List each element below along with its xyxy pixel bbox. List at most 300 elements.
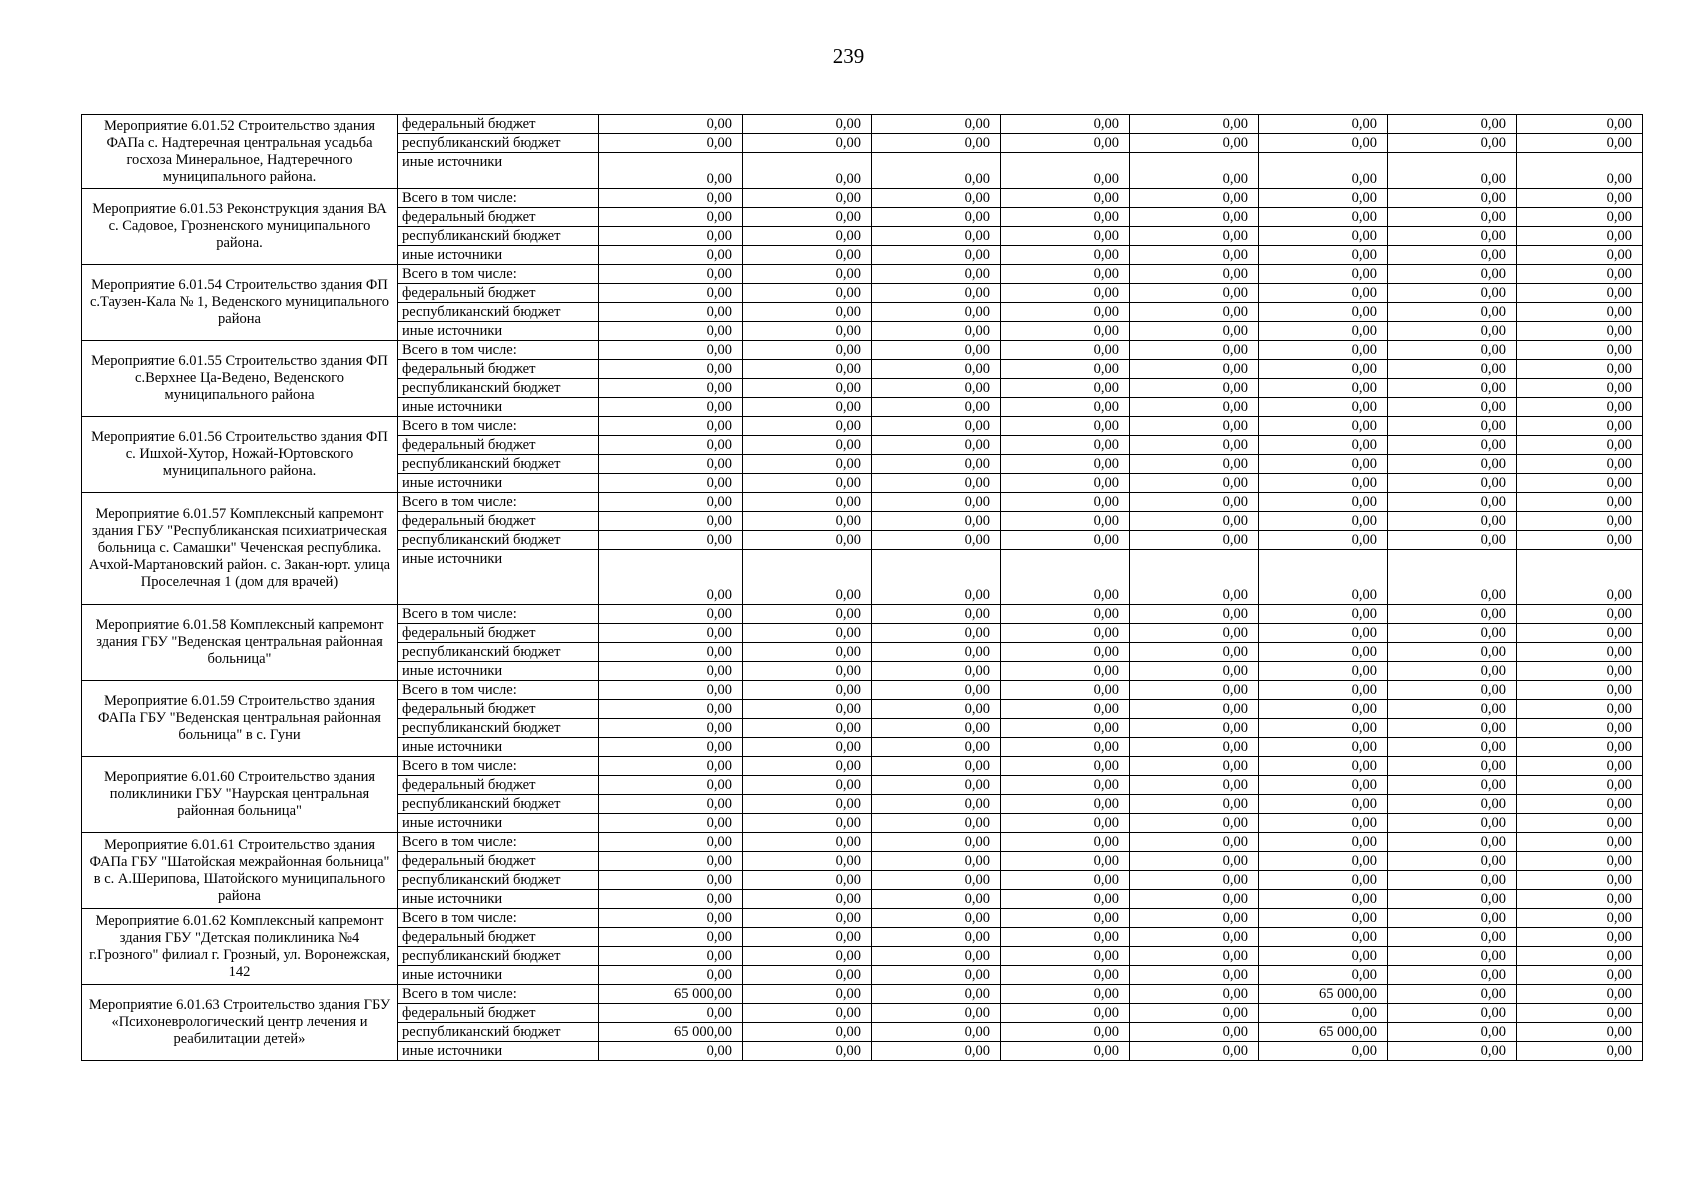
amount-cell: 0,00 xyxy=(1001,474,1130,493)
amount-cell: 0,00 xyxy=(599,398,743,417)
amount-cell: 0,00 xyxy=(872,493,1001,512)
amount-cell: 0,00 xyxy=(599,455,743,474)
amount-cell: 0,00 xyxy=(1388,303,1517,322)
amount-cell: 0,00 xyxy=(599,738,743,757)
amount-cell: 0,00 xyxy=(743,985,872,1004)
table-row xyxy=(82,493,1643,512)
amount-cell: 0,00 xyxy=(1130,795,1259,814)
funding-source: Всего в том числе: xyxy=(398,189,599,208)
amount-cell: 0,00 xyxy=(743,719,872,738)
amount-cell: 0,00 xyxy=(1517,966,1643,985)
amount-cell: 0,00 xyxy=(1388,153,1517,189)
amount-cell: 0,00 xyxy=(1130,814,1259,833)
amount-cell: 0,00 xyxy=(872,474,1001,493)
amount-cell: 0,00 xyxy=(1130,662,1259,681)
funding-source: иные источники xyxy=(398,474,599,493)
amount-cell: 0,00 xyxy=(743,909,872,928)
amount-cell: 0,00 xyxy=(1259,153,1388,189)
amount-cell: 0,00 xyxy=(1130,852,1259,871)
amount-cell: 0,00 xyxy=(1517,1042,1643,1061)
amount-cell: 0,00 xyxy=(1001,985,1130,1004)
budget-table xyxy=(81,114,1643,1061)
amount-cell: 0,00 xyxy=(872,208,1001,227)
amount-cell: 0,00 xyxy=(1388,947,1517,966)
amount-cell: 0,00 xyxy=(1001,833,1130,852)
amount-cell: 0,00 xyxy=(1517,246,1643,265)
amount-cell: 0,00 xyxy=(1001,531,1130,550)
amount-cell: 0,00 xyxy=(743,871,872,890)
amount-cell: 0,00 xyxy=(743,246,872,265)
amount-cell: 0,00 xyxy=(1517,662,1643,681)
amount-cell: 0,00 xyxy=(599,700,743,719)
amount-cell: 0,00 xyxy=(1388,909,1517,928)
amount-cell: 0,00 xyxy=(1259,947,1388,966)
amount-cell: 0,00 xyxy=(743,700,872,719)
amount-cell: 0,00 xyxy=(743,833,872,852)
amount-cell: 0,00 xyxy=(599,474,743,493)
amount-cell: 0,00 xyxy=(872,966,1001,985)
amount-cell: 0,00 xyxy=(1001,757,1130,776)
amount-cell: 0,00 xyxy=(1001,719,1130,738)
amount-cell: 0,00 xyxy=(1130,115,1259,134)
amount-cell: 0,00 xyxy=(1130,947,1259,966)
amount-cell: 0,00 xyxy=(872,909,1001,928)
amount-cell: 0,00 xyxy=(743,662,872,681)
funding-source: иные источники xyxy=(398,550,599,605)
funding-source: Всего в том числе: xyxy=(398,681,599,700)
amount-cell: 0,00 xyxy=(872,624,1001,643)
amount-cell: 0,00 xyxy=(743,284,872,303)
amount-cell: 0,00 xyxy=(743,265,872,284)
amount-cell: 0,00 xyxy=(1259,681,1388,700)
amount-cell: 0,00 xyxy=(743,776,872,795)
amount-cell: 0,00 xyxy=(1130,417,1259,436)
amount-cell: 0,00 xyxy=(1001,284,1130,303)
amount-cell: 0,00 xyxy=(1517,417,1643,436)
amount-cell: 0,00 xyxy=(872,531,1001,550)
amount-cell: 0,00 xyxy=(1130,436,1259,455)
amount-cell: 0,00 xyxy=(1388,890,1517,909)
amount-cell: 0,00 xyxy=(1517,833,1643,852)
funding-source: федеральный бюджет xyxy=(398,436,599,455)
amount-cell: 0,00 xyxy=(1259,852,1388,871)
amount-cell: 0,00 xyxy=(743,398,872,417)
amount-cell: 0,00 xyxy=(1259,322,1388,341)
amount-cell: 0,00 xyxy=(599,719,743,738)
amount-cell: 0,00 xyxy=(872,284,1001,303)
amount-cell: 0,00 xyxy=(872,662,1001,681)
amount-cell: 0,00 xyxy=(743,550,872,605)
amount-cell: 0,00 xyxy=(1388,227,1517,246)
amount-cell: 0,00 xyxy=(743,436,872,455)
amount-cell: 0,00 xyxy=(872,189,1001,208)
amount-cell: 0,00 xyxy=(1259,455,1388,474)
amount-cell: 0,00 xyxy=(1259,284,1388,303)
amount-cell: 0,00 xyxy=(1388,360,1517,379)
amount-cell: 0,00 xyxy=(1259,246,1388,265)
funding-source: Всего в том числе: xyxy=(398,265,599,284)
measure-title: Мероприятие 6.01.52 Строительство здания ФАПа с. Надтеречная центральная усадьба госхоза Минеральное, Надтеречного муниципального района. xyxy=(82,115,398,189)
amount-cell: 0,00 xyxy=(1259,738,1388,757)
amount-cell: 0,00 xyxy=(872,795,1001,814)
amount-cell: 0,00 xyxy=(1388,738,1517,757)
amount-cell: 0,00 xyxy=(599,890,743,909)
amount-cell: 0,00 xyxy=(1388,265,1517,284)
amount-cell: 0,00 xyxy=(743,681,872,700)
amount-cell: 0,00 xyxy=(599,153,743,189)
amount-cell: 0,00 xyxy=(599,417,743,436)
amount-cell: 0,00 xyxy=(872,379,1001,398)
amount-cell: 0,00 xyxy=(1130,360,1259,379)
amount-cell: 0,00 xyxy=(1001,153,1130,189)
funding-source: республиканский бюджет xyxy=(398,455,599,474)
amount-cell: 0,00 xyxy=(1259,474,1388,493)
amount-cell: 0,00 xyxy=(743,153,872,189)
amount-cell: 0,00 xyxy=(599,341,743,360)
amount-cell: 0,00 xyxy=(599,1004,743,1023)
funding-source: иные источники xyxy=(398,322,599,341)
amount-cell: 0,00 xyxy=(1388,795,1517,814)
amount-cell: 0,00 xyxy=(1259,531,1388,550)
amount-cell: 0,00 xyxy=(1388,662,1517,681)
amount-cell: 0,00 xyxy=(1130,284,1259,303)
amount-cell: 0,00 xyxy=(1130,379,1259,398)
amount-cell: 0,00 xyxy=(1517,436,1643,455)
amount-cell: 0,00 xyxy=(599,833,743,852)
amount-cell: 0,00 xyxy=(1001,417,1130,436)
amount-cell: 0,00 xyxy=(1130,1023,1259,1042)
amount-cell: 0,00 xyxy=(1388,512,1517,531)
amount-cell: 0,00 xyxy=(1130,246,1259,265)
amount-cell: 0,00 xyxy=(1130,681,1259,700)
amount-cell: 0,00 xyxy=(599,909,743,928)
amount-cell: 0,00 xyxy=(1259,1042,1388,1061)
amount-cell: 0,00 xyxy=(743,531,872,550)
page-number: 239 xyxy=(832,44,865,68)
amount-cell: 0,00 xyxy=(872,1042,1001,1061)
amount-cell: 0,00 xyxy=(872,1023,1001,1042)
amount-cell: 0,00 xyxy=(1259,265,1388,284)
amount-cell: 0,00 xyxy=(1259,398,1388,417)
funding-source: федеральный бюджет xyxy=(398,208,599,227)
amount-cell: 0,00 xyxy=(1388,455,1517,474)
amount-cell: 0,00 xyxy=(743,928,872,947)
amount-cell: 0,00 xyxy=(1259,928,1388,947)
amount-cell: 0,00 xyxy=(1259,512,1388,531)
amount-cell: 0,00 xyxy=(599,208,743,227)
funding-source: иные источники xyxy=(398,814,599,833)
amount-cell: 0,00 xyxy=(1259,719,1388,738)
amount-cell: 0,00 xyxy=(743,1004,872,1023)
amount-cell: 0,00 xyxy=(1388,341,1517,360)
funding-source: республиканский бюджет xyxy=(398,303,599,322)
amount-cell: 0,00 xyxy=(1517,227,1643,246)
amount-cell: 0,00 xyxy=(1259,871,1388,890)
amount-cell: 0,00 xyxy=(1130,833,1259,852)
amount-cell: 0,00 xyxy=(1517,474,1643,493)
funding-source: федеральный бюджет xyxy=(398,284,599,303)
amount-cell: 0,00 xyxy=(1517,134,1643,153)
amount-cell: 0,00 xyxy=(599,265,743,284)
amount-cell: 0,00 xyxy=(1517,700,1643,719)
amount-cell: 0,00 xyxy=(1130,700,1259,719)
amount-cell: 0,00 xyxy=(599,115,743,134)
amount-cell: 0,00 xyxy=(1130,474,1259,493)
funding-source: республиканский бюджет xyxy=(398,379,599,398)
amount-cell: 0,00 xyxy=(1517,493,1643,512)
amount-cell: 0,00 xyxy=(1259,134,1388,153)
measure-title: Мероприятие 6.01.53 Реконструкция здания ВА с. Садовое, Грозненского муниципального района. xyxy=(82,189,398,265)
funding-source: иные источники xyxy=(398,890,599,909)
amount-cell: 0,00 xyxy=(872,605,1001,624)
amount-cell: 0,00 xyxy=(1517,624,1643,643)
amount-cell: 0,00 xyxy=(743,643,872,662)
amount-cell: 0,00 xyxy=(1001,322,1130,341)
amount-cell: 0,00 xyxy=(1130,227,1259,246)
amount-cell: 0,00 xyxy=(1130,322,1259,341)
amount-cell: 0,00 xyxy=(743,757,872,776)
amount-cell: 0,00 xyxy=(1388,643,1517,662)
amount-cell: 0,00 xyxy=(1517,871,1643,890)
amount-cell: 0,00 xyxy=(1388,398,1517,417)
amount-cell: 0,00 xyxy=(599,493,743,512)
amount-cell: 0,00 xyxy=(743,134,872,153)
amount-cell: 0,00 xyxy=(1388,966,1517,985)
amount-cell: 0,00 xyxy=(1388,757,1517,776)
amount-cell: 0,00 xyxy=(1130,531,1259,550)
amount-cell: 0,00 xyxy=(1388,814,1517,833)
amount-cell: 0,00 xyxy=(599,871,743,890)
measure-title: Мероприятие 6.01.62 Комплексный капремонт здания ГБУ "Детская поликлиника №4 г.Грозного" филиал г. Грозный, ул. Воронежская, 142 xyxy=(82,909,398,985)
amount-cell: 0,00 xyxy=(1001,947,1130,966)
amount-cell: 0,00 xyxy=(1517,890,1643,909)
amount-cell: 0,00 xyxy=(1517,643,1643,662)
funding-source: Всего в том числе: xyxy=(398,341,599,360)
amount-cell: 0,00 xyxy=(1001,681,1130,700)
amount-cell: 0,00 xyxy=(1517,208,1643,227)
amount-cell: 0,00 xyxy=(1388,436,1517,455)
amount-cell: 0,00 xyxy=(1259,890,1388,909)
funding-source: федеральный бюджет xyxy=(398,928,599,947)
amount-cell: 0,00 xyxy=(599,757,743,776)
amount-cell: 0,00 xyxy=(872,227,1001,246)
amount-cell: 0,00 xyxy=(1517,605,1643,624)
amount-cell: 0,00 xyxy=(1388,1023,1517,1042)
amount-cell: 0,00 xyxy=(1130,153,1259,189)
amount-cell: 0,00 xyxy=(743,455,872,474)
funding-source: иные источники xyxy=(398,738,599,757)
amount-cell: 0,00 xyxy=(599,681,743,700)
funding-source: федеральный бюджет xyxy=(398,360,599,379)
funding-source: республиканский бюджет xyxy=(398,1023,599,1042)
amount-cell: 0,00 xyxy=(599,966,743,985)
funding-source: Всего в том числе: xyxy=(398,417,599,436)
amount-cell: 0,00 xyxy=(1259,624,1388,643)
amount-cell: 0,00 xyxy=(599,189,743,208)
amount-cell: 0,00 xyxy=(1517,795,1643,814)
funding-source: республиканский бюджет xyxy=(398,531,599,550)
amount-cell: 0,00 xyxy=(743,738,872,757)
amount-cell: 0,00 xyxy=(1517,398,1643,417)
amount-cell: 0,00 xyxy=(1130,643,1259,662)
amount-cell: 0,00 xyxy=(743,303,872,322)
amount-cell: 0,00 xyxy=(1388,624,1517,643)
funding-source: федеральный бюджет xyxy=(398,700,599,719)
funding-source: республиканский бюджет xyxy=(398,947,599,966)
amount-cell: 0,00 xyxy=(1130,890,1259,909)
amount-cell: 0,00 xyxy=(1388,605,1517,624)
amount-cell: 0,00 xyxy=(1001,189,1130,208)
amount-cell: 0,00 xyxy=(1517,852,1643,871)
amount-cell: 0,00 xyxy=(1259,379,1388,398)
amount-cell: 0,00 xyxy=(1259,115,1388,134)
amount-cell: 0,00 xyxy=(1001,966,1130,985)
funding-source: иные источники xyxy=(398,662,599,681)
amount-cell: 0,00 xyxy=(1388,1004,1517,1023)
amount-cell: 0,00 xyxy=(1388,134,1517,153)
amount-cell: 0,00 xyxy=(599,227,743,246)
measure-title: Мероприятие 6.01.61 Строительство здания ФАПа ГБУ "Шатойская межрайонная больница" в с. А.Шерипова, Шатойского муниципального района xyxy=(82,833,398,909)
amount-cell: 0,00 xyxy=(872,757,1001,776)
amount-cell: 0,00 xyxy=(1130,134,1259,153)
funding-source: федеральный бюджет xyxy=(398,776,599,795)
amount-cell: 0,00 xyxy=(743,1023,872,1042)
amount-cell: 0,00 xyxy=(1388,719,1517,738)
amount-cell: 0,00 xyxy=(1259,662,1388,681)
amount-cell: 0,00 xyxy=(1001,700,1130,719)
amount-cell: 0,00 xyxy=(1001,738,1130,757)
amount-cell: 0,00 xyxy=(1388,700,1517,719)
amount-cell: 0,00 xyxy=(1001,115,1130,134)
amount-cell: 0,00 xyxy=(1388,417,1517,436)
amount-cell: 0,00 xyxy=(1388,493,1517,512)
amount-cell: 0,00 xyxy=(1130,265,1259,284)
amount-cell: 0,00 xyxy=(599,795,743,814)
amount-cell: 0,00 xyxy=(599,662,743,681)
amount-cell: 0,00 xyxy=(1517,153,1643,189)
amount-cell: 0,00 xyxy=(599,814,743,833)
amount-cell: 0,00 xyxy=(599,550,743,605)
amount-cell: 0,00 xyxy=(1130,341,1259,360)
amount-cell: 0,00 xyxy=(1001,379,1130,398)
funding-source: федеральный бюджет xyxy=(398,852,599,871)
amount-cell: 0,00 xyxy=(1001,1023,1130,1042)
table-row xyxy=(82,757,1643,776)
amount-cell: 0,00 xyxy=(1130,738,1259,757)
funding-source: федеральный бюджет xyxy=(398,624,599,643)
amount-cell: 0,00 xyxy=(599,360,743,379)
amount-cell: 0,00 xyxy=(1001,398,1130,417)
funding-source: иные источники xyxy=(398,1042,599,1061)
funding-source: республиканский бюджет xyxy=(398,795,599,814)
funding-source: Всего в том числе: xyxy=(398,757,599,776)
amount-cell: 0,00 xyxy=(1001,814,1130,833)
amount-cell: 0,00 xyxy=(1130,303,1259,322)
amount-cell: 0,00 xyxy=(1517,115,1643,134)
amount-cell: 0,00 xyxy=(1388,322,1517,341)
amount-cell: 0,00 xyxy=(1259,550,1388,605)
funding-source: иные источники xyxy=(398,153,599,189)
amount-cell: 0,00 xyxy=(1388,833,1517,852)
amount-cell: 0,00 xyxy=(1259,966,1388,985)
funding-source: федеральный бюджет xyxy=(398,512,599,531)
amount-cell: 0,00 xyxy=(1001,605,1130,624)
amount-cell: 0,00 xyxy=(1001,871,1130,890)
amount-cell: 0,00 xyxy=(872,833,1001,852)
amount-cell: 0,00 xyxy=(743,814,872,833)
amount-cell: 0,00 xyxy=(1259,909,1388,928)
amount-cell: 0,00 xyxy=(743,890,872,909)
amount-cell: 0,00 xyxy=(1130,208,1259,227)
amount-cell: 0,00 xyxy=(1130,966,1259,985)
funding-source: республиканский бюджет xyxy=(398,871,599,890)
amount-cell: 0,00 xyxy=(1517,681,1643,700)
amount-cell: 0,00 xyxy=(743,474,872,493)
amount-cell: 0,00 xyxy=(1001,1042,1130,1061)
amount-cell: 0,00 xyxy=(1001,303,1130,322)
amount-cell: 0,00 xyxy=(1517,455,1643,474)
amount-cell: 0,00 xyxy=(743,512,872,531)
amount-cell: 0,00 xyxy=(1259,360,1388,379)
amount-cell: 0,00 xyxy=(1388,284,1517,303)
table-row xyxy=(82,189,1643,208)
funding-source: иные источники xyxy=(398,966,599,985)
measure-title: Мероприятие 6.01.56 Строительство здания ФП с. Ишхой-Хутор, Ножай-Юртовского муниципального района. xyxy=(82,417,398,493)
amount-cell: 0,00 xyxy=(1259,776,1388,795)
funding-source: иные источники xyxy=(398,246,599,265)
amount-cell: 0,00 xyxy=(1259,700,1388,719)
amount-cell: 0,00 xyxy=(1130,605,1259,624)
amount-cell: 0,00 xyxy=(1517,985,1643,1004)
table-row xyxy=(82,985,1643,1004)
amount-cell: 0,00 xyxy=(1259,208,1388,227)
amount-cell: 0,00 xyxy=(1517,550,1643,605)
amount-cell: 0,00 xyxy=(872,134,1001,153)
amount-cell: 0,00 xyxy=(743,947,872,966)
amount-cell: 0,00 xyxy=(1259,436,1388,455)
amount-cell: 0,00 xyxy=(599,134,743,153)
amount-cell: 0,00 xyxy=(1001,512,1130,531)
funding-source: республиканский бюджет xyxy=(398,134,599,153)
amount-cell: 0,00 xyxy=(872,700,1001,719)
funding-source: Всего в том числе: xyxy=(398,985,599,1004)
amount-cell: 0,00 xyxy=(1388,1042,1517,1061)
amount-cell: 0,00 xyxy=(599,303,743,322)
amount-cell: 0,00 xyxy=(1517,738,1643,757)
amount-cell: 0,00 xyxy=(599,512,743,531)
amount-cell: 0,00 xyxy=(1517,1023,1643,1042)
amount-cell: 0,00 xyxy=(1001,455,1130,474)
amount-cell: 0,00 xyxy=(1130,909,1259,928)
funding-source: Всего в том числе: xyxy=(398,605,599,624)
amount-cell: 0,00 xyxy=(743,852,872,871)
amount-cell: 0,00 xyxy=(1517,531,1643,550)
table-row xyxy=(82,605,1643,624)
amount-cell: 0,00 xyxy=(1130,985,1259,1004)
amount-cell: 0,00 xyxy=(1517,814,1643,833)
amount-cell: 0,00 xyxy=(1130,1042,1259,1061)
amount-cell: 0,00 xyxy=(872,512,1001,531)
table-row xyxy=(82,265,1643,284)
amount-cell: 0,00 xyxy=(872,303,1001,322)
amount-cell: 0,00 xyxy=(1001,134,1130,153)
amount-cell: 0,00 xyxy=(1001,776,1130,795)
amount-cell: 0,00 xyxy=(872,947,1001,966)
table-row xyxy=(82,681,1643,700)
amount-cell: 0,00 xyxy=(872,341,1001,360)
amount-cell: 0,00 xyxy=(599,624,743,643)
amount-cell: 0,00 xyxy=(599,605,743,624)
